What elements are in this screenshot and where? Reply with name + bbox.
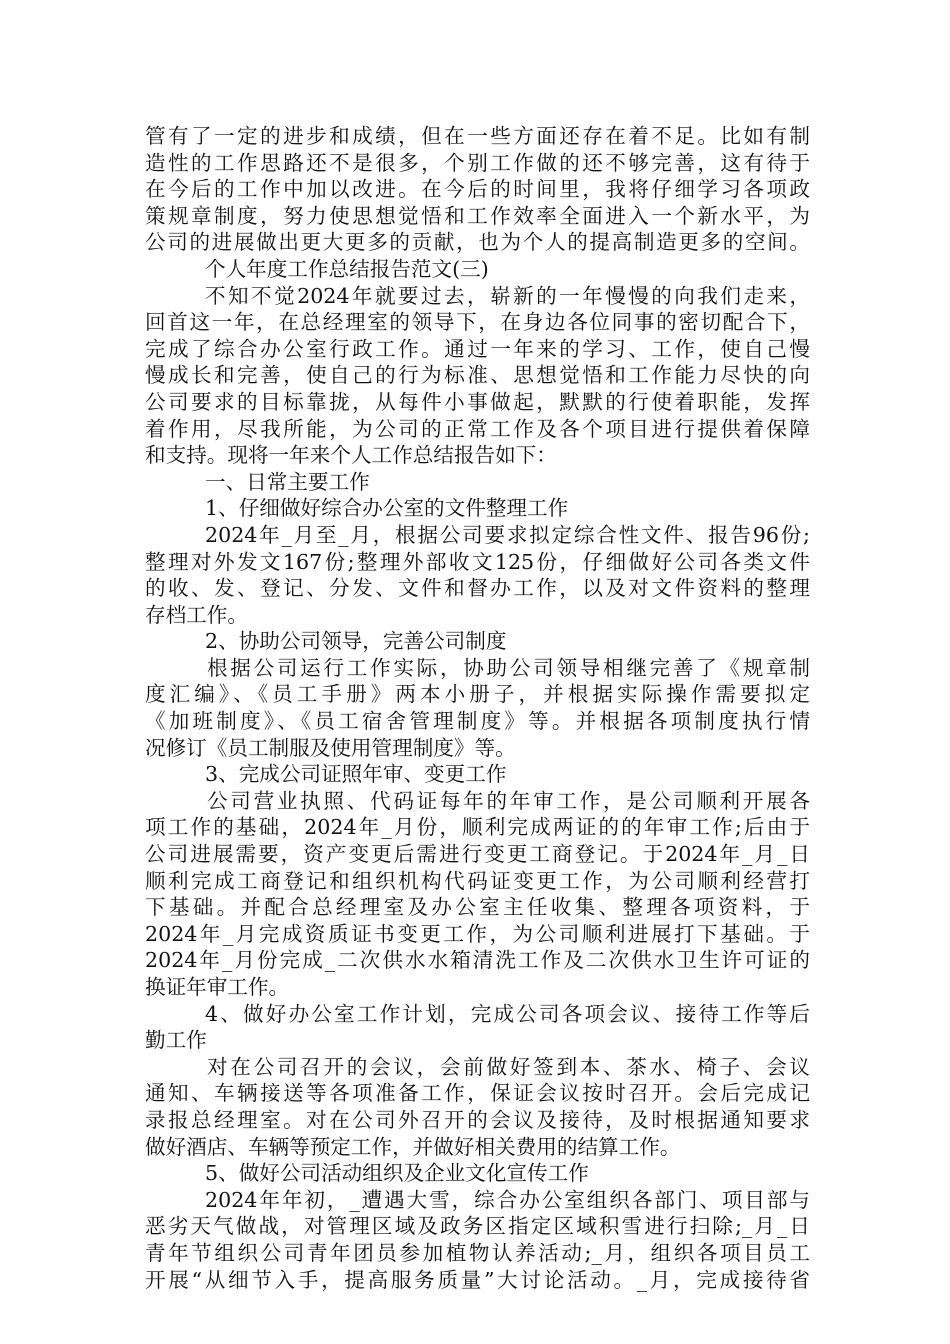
text-line: 顺利完成工商登记和组织机构代码证变更工作，为公司顺利经营打 [145, 868, 810, 893]
text-line: 管有了一定的进步和成绩，但在一些方面还存在着不足。比如有制 [145, 124, 810, 148]
text-line: 2024年_月至_月，根据公司要求拟定综合性文件、报告96份; [205, 522, 810, 547]
text-line: 整理对外发文167份;整理外部收文125份，仔细做好公司各类文件 [145, 549, 810, 574]
text-line: 2、协助公司领导，完善公司制度 [205, 629, 507, 654]
text-line: 策规章制度，努力使思想觉悟和工作效率全面进入一个新水平，为 [145, 203, 810, 228]
text-line: 通知、车辆接送等各项准备工作，保证会议按时召开。会后完成记 [145, 1081, 810, 1106]
text-line: 青年节组织公司青年团员参加植物认养活动;_月，组织各项目员工 [145, 1240, 810, 1265]
text-line: 录报总经理室。对在公司外召开的会议及接待，及时根据通知要求 [145, 1107, 810, 1132]
text-line: 3、完成公司证照年审、变更工作 [205, 762, 507, 787]
text-line: 公司进展需要，资产变更后需进行变更工商登记。于2024年_月_日 [145, 842, 810, 867]
text-line: 度汇编》、《员工手册》两本小册子，并根据实际操作需要拟定 [145, 682, 810, 707]
text-line: 对在公司召开的会议，会前做好签到本、茶水、椅子、会议 [207, 1054, 810, 1079]
text-line: 公司要求的目标靠拢，从每件小事做起，默默的行使着职能，发挥 [145, 389, 810, 414]
text-line: 2024年_月份完成_二次供水水箱清洗工作及二次供水卫生许可证的 [145, 948, 810, 973]
text-line: 不知不觉2024年就要过去，崭新的一年慢慢的向我们走来， [205, 283, 810, 308]
text-line: 开展“从细节入手，提高服务质量”大讨论活动。_月，完成接待省 [145, 1267, 810, 1292]
text-line: 《加班制度》、《员工宿舍管理制度》等。并根据各项制度执行情 [145, 709, 810, 734]
text-line: 恶劣天气做战，对管理区域及政务区指定区域积雪进行扫除;_月_日 [145, 1214, 810, 1239]
text-line: 造性的工作思路还不是很多，个别工作做的还不够完善，这有待于 [145, 150, 810, 175]
text-line: 4、做好办公室工作计划，完成公司各项会议、接待工作等后 [205, 1001, 810, 1026]
text-line: 2024年年初，_遭遇大雪，综合办公室组织各部门、项目部与 [205, 1187, 810, 1212]
text-line: 2024年_月完成资质证书变更工作，为公司顺利进展打下基础。于 [145, 921, 810, 946]
text-line: 5、做好公司活动组织及企业文化宣传工作 [205, 1161, 589, 1186]
text-line: 下基础。并配合总经理室及办公室主任收集、整理各项资料，于 [145, 895, 810, 920]
text-line: 的收、发、登记、分发、文件和督办工作，以及对文件资料的整理 [145, 576, 810, 601]
text-line: 和支持。现将一年来个人工作总结报告如下： [145, 443, 557, 468]
text-line: 慢成长和完善，使自己的行为标准、思想觉悟和工作能力尽快的向 [145, 363, 810, 388]
document-page [145, 123, 810, 1293]
text-line: 回首这一年，在总经理室的领导下，在身边各位同事的密切配合下， [145, 310, 810, 335]
text-line: 换证年审工作。 [145, 975, 290, 999]
text-line: 完成了综合办公室行政工作。通过一年来的学习、工作，使自己慢 [145, 336, 810, 361]
text-line: 一、日常主要工作 [205, 469, 370, 494]
text-line: 做好酒店、车辆等预定工作，并做好相关费用的结算工作。 [145, 1134, 681, 1159]
text-line: 在今后的工作中加以改进。在今后的时间里，我将仔细学习各项政 [145, 177, 810, 202]
text-line: 个人年度工作总结报告范文(三) [205, 256, 489, 281]
text-line: 勤工作 [145, 1028, 207, 1053]
text-line: 公司营业执照、代码证每年的年审工作，是公司顺利开展各 [207, 788, 810, 813]
text-line: 项工作的基础，2024年_月份，顺利完成两证的的年审工作;后由于 [145, 815, 810, 840]
text-line: 公司的进展做出更大更多的贡献，也为个人的提高制造更多的空间。 [145, 230, 810, 255]
text-line: 根据公司运行工作实际，协助公司领导相继完善了《规章制 [207, 655, 810, 680]
text-line: 着作用，尽我所能，为公司的正常工作及各个项目进行提供着保障 [145, 416, 810, 441]
text-line: 1、仔细做好综合办公室的文件整理工作 [205, 496, 569, 521]
text-line: 况修订《员工制服及使用管理制度》等。 [145, 735, 516, 760]
text-line: 存档工作。 [145, 602, 248, 627]
